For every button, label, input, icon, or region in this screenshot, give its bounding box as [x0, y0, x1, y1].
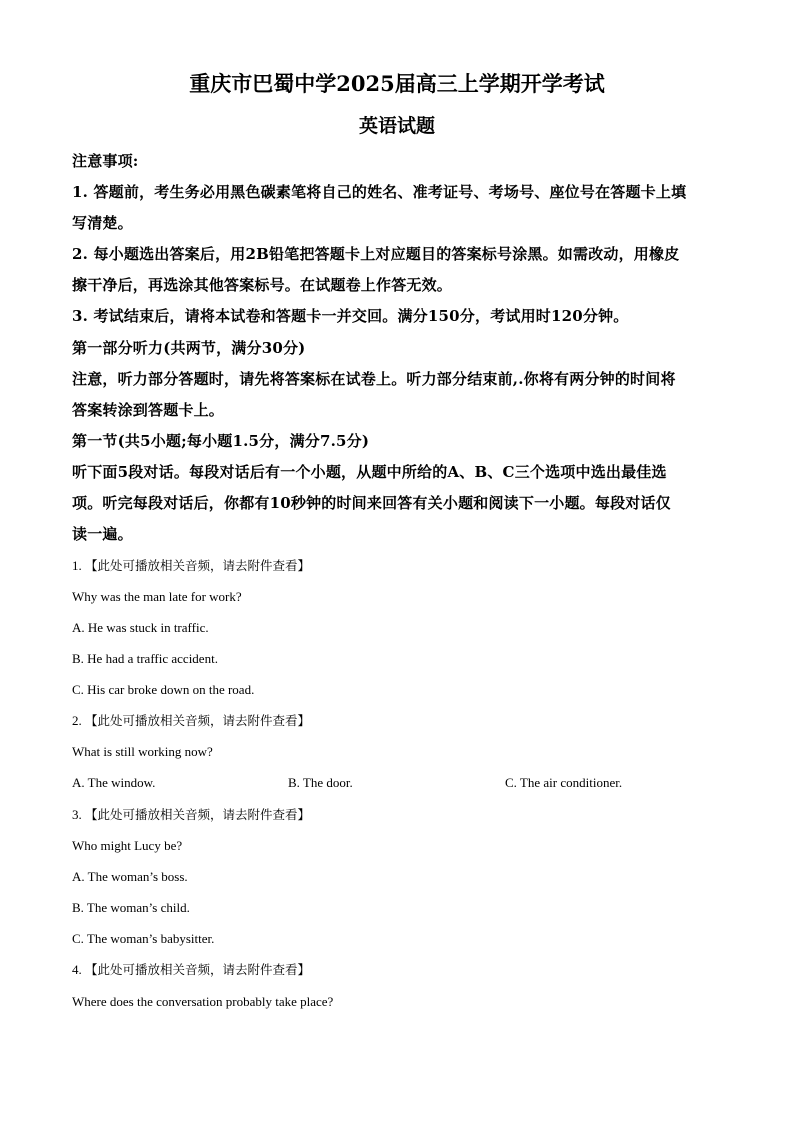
question-2-option-c: C. The air conditioner.	[505, 775, 623, 790]
notice-item-2-line-2: 擦干净后，再选涂其他答案标号。在试题卷上作答无效。	[72, 276, 453, 294]
section1-instruction-line-3: 读一遍。	[72, 525, 133, 543]
section1-instruction-line-1: 听下面5段对话。每段对话后有一个小题，从题中所给的A、B、C三个选项中选出最佳选	[72, 463, 667, 481]
audio-note: 【此处可播放相关音频，请去附件查看】	[85, 807, 311, 822]
section1-heading: 第一节(共5小题;每小题1.5分，满分7.5分)	[72, 432, 370, 450]
question-4-audio	[72, 961, 310, 979]
question-2-option-a: A. The window.	[72, 775, 156, 790]
question-number: 2.	[72, 713, 82, 728]
notice-item-1-line-2: 写清楚。	[72, 214, 133, 232]
part1-note-line-1: 注意，听力部分答题时，请先将答案标在试卷上。听力部分结束前,.你将有两分钟的时间将	[72, 370, 676, 388]
notice-heading: 注意事项:	[72, 152, 139, 170]
notice-item-2-line-1: 2. 每小题选出答案后，用2B铅笔把答题卡上对应题目的答案标号涂黑。如需改动，用橡皮	[72, 245, 680, 263]
question-number: 1.	[72, 558, 82, 573]
question-1-option-b: B. He had a traffic accident.	[72, 651, 218, 666]
question-3-audio	[72, 806, 310, 824]
question-number: 3.	[72, 807, 82, 822]
question-1-option-a: A. He was stuck in traffic.	[72, 620, 209, 635]
question-2-stem: What is still working now?	[72, 744, 213, 759]
question-2-option-b: B. The door.	[288, 775, 353, 790]
audio-note: 【此处可播放相关音频，请去附件查看】	[85, 962, 311, 977]
question-number: 4.	[72, 962, 82, 977]
part1-heading: 第一部分听力(共两节，满分30分)	[72, 339, 306, 357]
question-3-option-b: B. The woman’s child.	[72, 900, 190, 915]
audio-note: 【此处可播放相关音频，请去附件查看】	[85, 558, 311, 573]
notice-item-3-line-1: 3. 考试结束后，请将本试卷和答题卡一并交回。满分150分，考试用时120分钟。	[72, 307, 629, 325]
question-4-stem: Where does the conversation probably take place?	[72, 994, 334, 1009]
notice-item-1-line-1: 1. 答题前，考生务必用黑色碳素笔将自己的姓名、准考证号、考场号、座位号在答题卡上填	[72, 183, 687, 201]
audio-note: 【此处可播放相关音频，请去附件查看】	[85, 713, 311, 728]
question-1-audio	[72, 557, 310, 575]
question-3-option-c: C. The woman’s babysitter.	[72, 931, 215, 946]
question-2-audio	[72, 712, 310, 730]
section1-instruction-line-2: 项。听完每段对话后，你都有10秒钟的时间来回答有关小题和阅读下一小题。每段对话仅	[72, 494, 671, 512]
question-3-option-a: A. The woman’s boss.	[72, 869, 188, 884]
question-3-stem: Who might Lucy be?	[72, 838, 183, 853]
part1-note-line-2: 答案转涂到答题卡上。	[72, 401, 225, 419]
question-1-stem: Why was the man late for work?	[72, 589, 242, 604]
exam-subtitle: 英语试题	[358, 115, 435, 137]
question-1-option-c: C. His car broke down on the road.	[72, 682, 255, 697]
exam-title: 重庆市巴蜀中学2025届高三上学期开学考试	[189, 71, 605, 96]
